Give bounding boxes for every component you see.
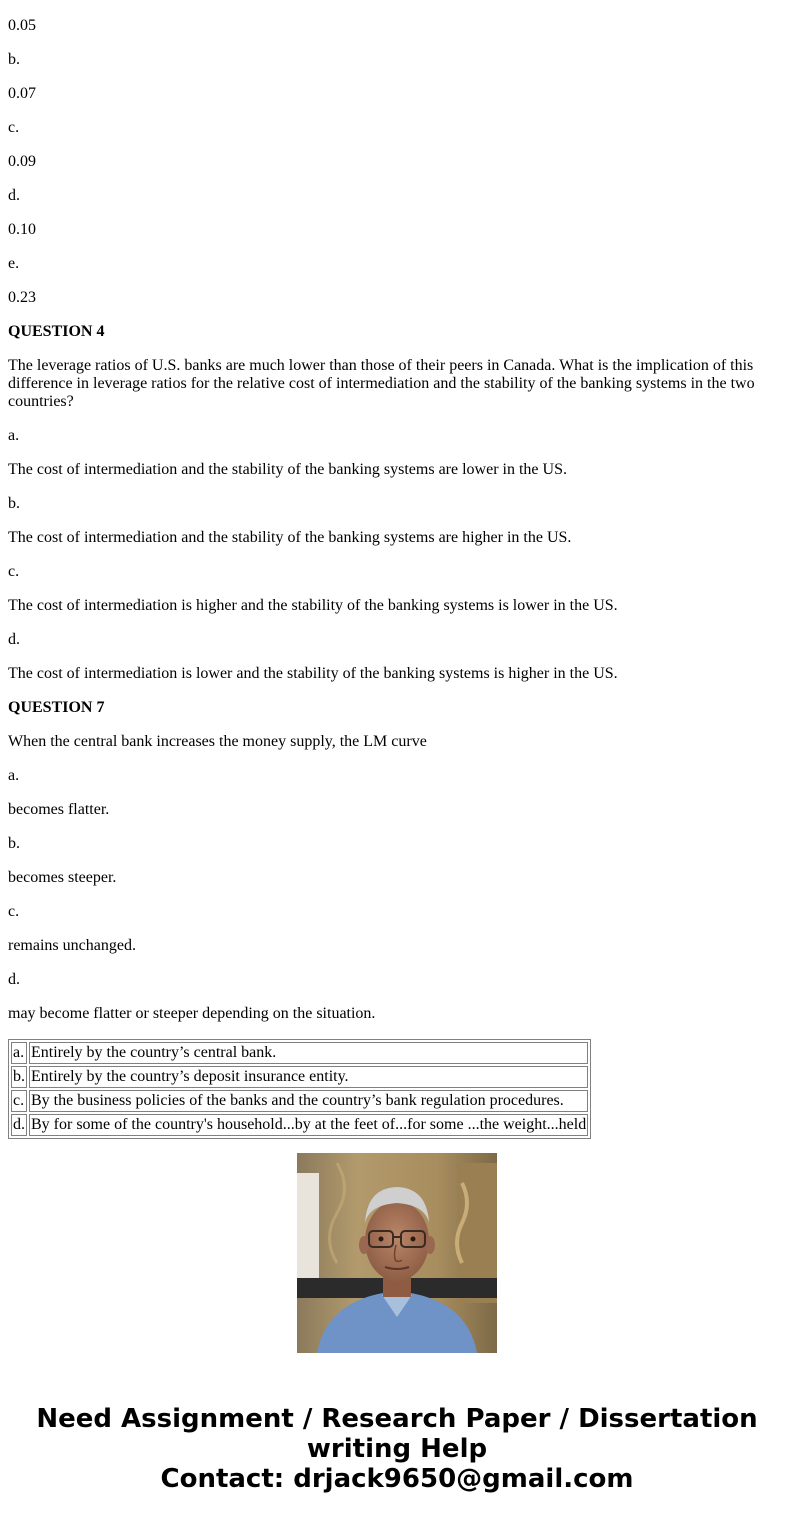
table-row <box>11 1090 588 1112</box>
table-row-text: By for some of the country's household...by at the feet of...for some ...the weight...held <box>29 1114 588 1136</box>
q3-option-a-letter <box>8 0 786 1</box>
promo-line-2: writing Help <box>306 1434 488 1464</box>
question-7-heading: QUESTION 7 <box>8 699 105 716</box>
table-row-letter: b. <box>11 1066 27 1088</box>
q3-option-d-text: 0.10 <box>8 221 36 238</box>
table-row <box>11 1066 588 1088</box>
table-row-letter: c. <box>11 1090 27 1112</box>
q3-option-a-text: 0.05 <box>8 17 36 34</box>
q4-option-b-letter: b. <box>8 495 20 512</box>
q3-option-d-letter: d. <box>8 187 20 204</box>
table-row-letter: a. <box>11 1042 27 1064</box>
table-row <box>11 1114 588 1136</box>
q7-option-c-letter: c. <box>8 903 20 920</box>
q7-option-d-letter: d. <box>8 971 20 988</box>
q7-option-a-text: becomes flatter. <box>8 801 110 818</box>
q3-option-c-letter: c. <box>8 119 20 136</box>
promo-contact: Contact: drjack9650@gmail.com <box>160 1464 634 1494</box>
promo-banner <box>0 1404 794 1494</box>
question-4-prompt: The leverage ratios of U.S. banks are much lower than those of their peers in Canada. What is the implication of this difference in leverage ratios for the relative cost of intermediation and the stability of the banking systems in the two countries? <box>8 357 755 410</box>
table-row-letter: d. <box>11 1114 27 1136</box>
document-content <box>8 0 786 1133</box>
q7-option-b-letter: b. <box>8 835 20 852</box>
portrait-image <box>297 1153 497 1353</box>
q7-option-b-text: becomes steeper. <box>8 869 117 886</box>
avatar <box>297 1153 497 1353</box>
table-row <box>11 1042 588 1064</box>
q4-option-b-text: The cost of intermediation and the stability of the banking systems are higher in the US. <box>8 529 572 546</box>
q3-option-e-text: 0.23 <box>8 289 36 306</box>
table-row-text: By the business policies of the banks and the country’s bank regulation procedures. <box>29 1090 588 1112</box>
q4-option-d-letter: d. <box>8 631 20 648</box>
q3-option-b-letter: b. <box>8 51 20 68</box>
q4-option-a-letter: a. <box>8 427 20 444</box>
q4-option-a-text: The cost of intermediation and the stability of the banking systems are lower in the US. <box>8 461 567 478</box>
q4-option-c-letter: c. <box>8 563 20 580</box>
question-4-heading: QUESTION 4 <box>8 323 105 340</box>
options-table <box>8 1039 591 1139</box>
table-row-text: Entirely by the country’s deposit insurance entity. <box>29 1066 588 1088</box>
q4-option-d-text: The cost of intermediation is lower and the stability of the banking systems is higher in the US. <box>8 665 618 682</box>
question-7-prompt: When the central bank increases the money supply, the LM curve <box>8 733 427 750</box>
promo-line-1: Need Assignment / Research Paper / Dissertation <box>36 1404 758 1434</box>
q3-option-b-text: 0.07 <box>8 85 36 102</box>
q7-option-d-text: may become flatter or steeper depending on the situation. <box>8 1005 376 1022</box>
q3-option-e-letter: e. <box>8 255 20 272</box>
q4-option-c-text: The cost of intermediation is higher and the stability of the banking systems is lower in the US. <box>8 597 618 614</box>
q7-option-c-text: remains unchanged. <box>8 937 136 954</box>
q3-option-c-text: 0.09 <box>8 153 36 170</box>
table-row-text: Entirely by the country’s central bank. <box>29 1042 588 1064</box>
q7-option-a-letter: a. <box>8 767 20 784</box>
